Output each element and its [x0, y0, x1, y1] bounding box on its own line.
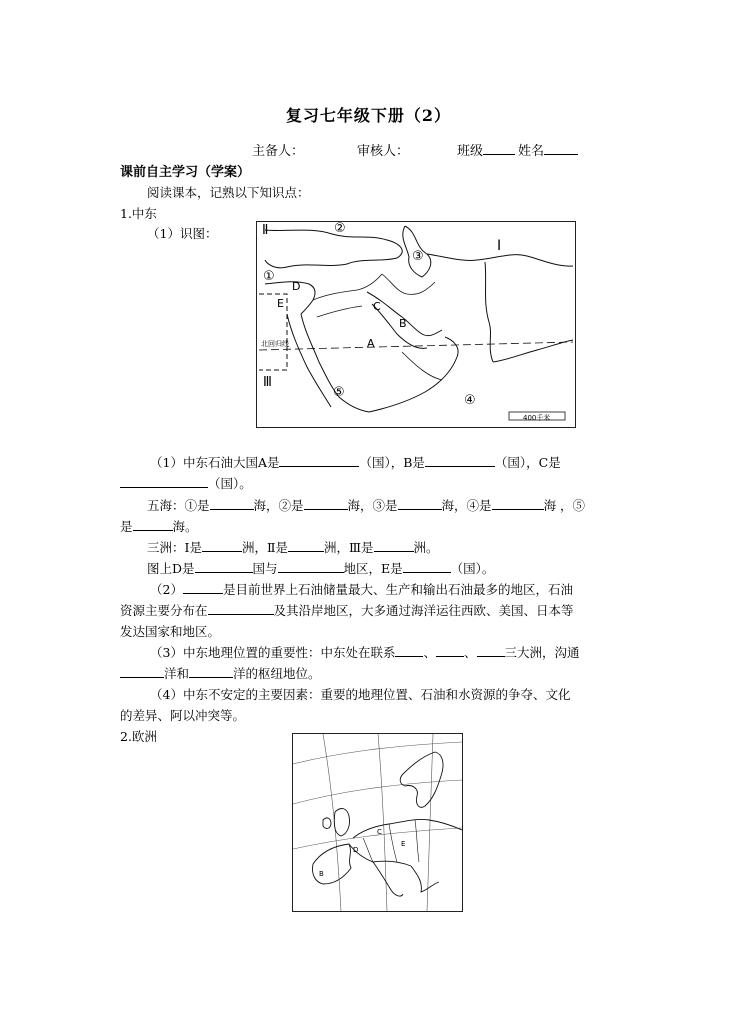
q2-text-a: （2）	[150, 582, 183, 597]
q3-text-c: 、	[463, 645, 477, 660]
graticule-2	[293, 780, 462, 804]
q2-text-d: 及其沿岸地区，大多通过海洋运往西欧、美国、日本等	[273, 603, 574, 618]
seas-line2	[120, 517, 198, 535]
northern-border	[427, 254, 573, 266]
page-title: 复习七年级下册（2）	[285, 106, 452, 125]
map-label-roman3: Ⅲ	[263, 375, 272, 390]
map-de-blank-3[interactable]	[403, 560, 451, 573]
q1-line2	[120, 474, 252, 492]
balkans	[411, 866, 439, 892]
q2-text-b: 是目前世界上石油储量最大、生产和输出石油最多的地区，石油	[222, 582, 573, 597]
europe-map-svg	[293, 734, 462, 911]
map-de-line	[147, 559, 494, 577]
europe-map	[292, 733, 463, 912]
name-label: 姓名	[518, 144, 545, 159]
q2-blank-2[interactable]	[208, 602, 274, 615]
section-title: 课前自主学习（学案）	[120, 165, 251, 180]
q3-blank-4[interactable]	[120, 665, 164, 678]
map-label-scale: 400千米	[523, 414, 551, 422]
q1-blank-c[interactable]	[120, 475, 208, 488]
map-de-text-a: 图上D是	[147, 561, 195, 576]
iran-east-border	[485, 262, 493, 362]
map-de-blank-1[interactable]	[195, 560, 253, 573]
map-de-text-b: 国与	[252, 561, 278, 576]
map-label-c3: ③	[412, 249, 424, 264]
europe-label-D: D	[353, 846, 359, 854]
q3-blank-3[interactable]	[477, 644, 505, 657]
europe-label-C: C	[377, 828, 382, 836]
q4-line2: 的差异、阿以冲突等。	[120, 708, 246, 723]
italy	[373, 862, 403, 896]
border-2	[389, 824, 397, 862]
continents-text-b: 洲，Ⅱ是	[241, 540, 288, 555]
continents-blank-2[interactable]	[288, 539, 324, 552]
continents-line	[147, 538, 439, 556]
seas-text-e: 海 ，⑤	[543, 498, 586, 513]
map-label-A: A	[367, 337, 375, 350]
q1-text-a: （1）中东石油大国A是	[150, 455, 280, 470]
graticule-6	[427, 734, 433, 911]
graticule-5	[378, 734, 387, 911]
q1-blank-a[interactable]	[279, 454, 359, 467]
continents-blank-1[interactable]	[202, 539, 242, 552]
class-label: 班级	[457, 144, 484, 159]
border-1	[363, 838, 373, 862]
seas-line1	[147, 496, 585, 514]
seas-text-d: 海，④是	[441, 498, 492, 513]
seas-blank-3[interactable]	[398, 497, 442, 510]
map-label-D: D	[292, 280, 301, 293]
britain	[334, 809, 349, 836]
q2-line2	[120, 601, 574, 619]
q3-blank-5[interactable]	[189, 665, 233, 678]
ireland	[323, 818, 331, 829]
iberia	[312, 844, 351, 884]
q1-blank-b[interactable]	[425, 454, 495, 467]
continents-text-d: 洲。	[413, 540, 439, 555]
q3-line2	[120, 664, 321, 682]
q1-text-b: （国），B是	[359, 455, 425, 470]
continents-blank-3[interactable]	[374, 539, 414, 552]
q2-line1	[150, 580, 573, 598]
instruction: 阅读课本，记熟以下知识点：	[147, 185, 310, 200]
seas-blank-4[interactable]	[492, 497, 544, 510]
arabian-coast	[369, 337, 458, 412]
seas-blank-2[interactable]	[304, 497, 348, 510]
map-label-c4: ④	[464, 393, 476, 408]
red-sea-west-coast	[287, 314, 331, 407]
class-blank[interactable]	[483, 142, 515, 155]
border-d	[402, 352, 442, 380]
map-label-c5: ⑤	[333, 385, 345, 400]
pakistan-coast	[493, 340, 573, 362]
map-label-tropic: 北回归线	[261, 340, 289, 348]
reviewer-label: 审核人：	[357, 144, 410, 159]
q1-line1	[150, 453, 561, 471]
q3-text-b: 、	[423, 645, 436, 660]
author-label: 主备人：	[252, 144, 305, 159]
q3-text-d: 三大洲，沟通	[504, 645, 580, 660]
class-field	[457, 140, 515, 159]
tropic-line	[259, 342, 573, 350]
q2-text-c: 资源主要分布在	[120, 603, 208, 618]
graticule-4	[323, 734, 341, 911]
continents-text-a: 三洲：Ⅰ是	[147, 540, 202, 555]
map-de-text-c: 地区，E是	[343, 561, 403, 576]
map-label-roman1: Ⅰ	[497, 238, 502, 254]
seas-blank-5[interactable]	[133, 518, 173, 531]
seas-text-f: 是	[120, 519, 133, 534]
med-coast	[265, 282, 315, 314]
seas-text-c: 海，③是	[347, 498, 398, 513]
q3-text-e: 洋和	[164, 666, 190, 681]
map-label-c2: ②	[334, 222, 346, 236]
q3-blank-2[interactable]	[436, 644, 464, 657]
map-de-text-d: （国）。	[450, 561, 495, 576]
q2-line3: 发达国家和地区。	[120, 624, 221, 639]
name-field	[518, 140, 578, 159]
border-c	[382, 274, 435, 294]
middle-east-map	[256, 221, 576, 428]
map-label-B: B	[399, 317, 407, 330]
q2-blank-1[interactable]	[183, 581, 223, 594]
part2-heading: 2.欧洲	[120, 729, 157, 744]
continents-text-c: 洲，Ⅲ是	[323, 540, 374, 555]
border-3	[415, 820, 419, 862]
europe-label-E: E	[401, 840, 406, 848]
q3-line1	[150, 643, 580, 661]
map-label-roman2: Ⅱ	[262, 223, 269, 238]
q1-text-c: （国），C是	[494, 455, 561, 470]
q3-text-a: （3）中东地理位置的重要性：中东处在联系	[150, 645, 396, 660]
q3-text-f: 洋的枢纽地位。	[233, 666, 321, 681]
q1-text-d: （国）。	[208, 476, 252, 491]
scandinavia	[400, 752, 443, 807]
map-label-E: E	[277, 297, 284, 310]
europe-label-B: B	[319, 870, 324, 878]
q4-line1: （4）中东不安定的主要因素：重要的地理位置、石油和水资源的争夺、文化	[150, 687, 571, 702]
map-label-C: C	[373, 300, 381, 313]
map-label-c1: ①	[263, 269, 275, 284]
map-label: （1）识图：	[147, 226, 218, 241]
seas-blank-1[interactable]	[210, 497, 254, 510]
seas-text-g: 海。	[172, 519, 198, 534]
border-b	[317, 306, 362, 317]
map-de-blank-2[interactable]	[278, 560, 344, 573]
middle-east-map-svg	[257, 222, 575, 427]
name-blank[interactable]	[544, 142, 578, 155]
seas-text-a: 五海：①是	[147, 498, 210, 513]
part1-heading: 1.中东	[120, 206, 157, 221]
seas-text-b: 海，②是	[253, 498, 304, 513]
border-a	[313, 274, 382, 300]
q3-blank-1[interactable]	[395, 644, 423, 657]
